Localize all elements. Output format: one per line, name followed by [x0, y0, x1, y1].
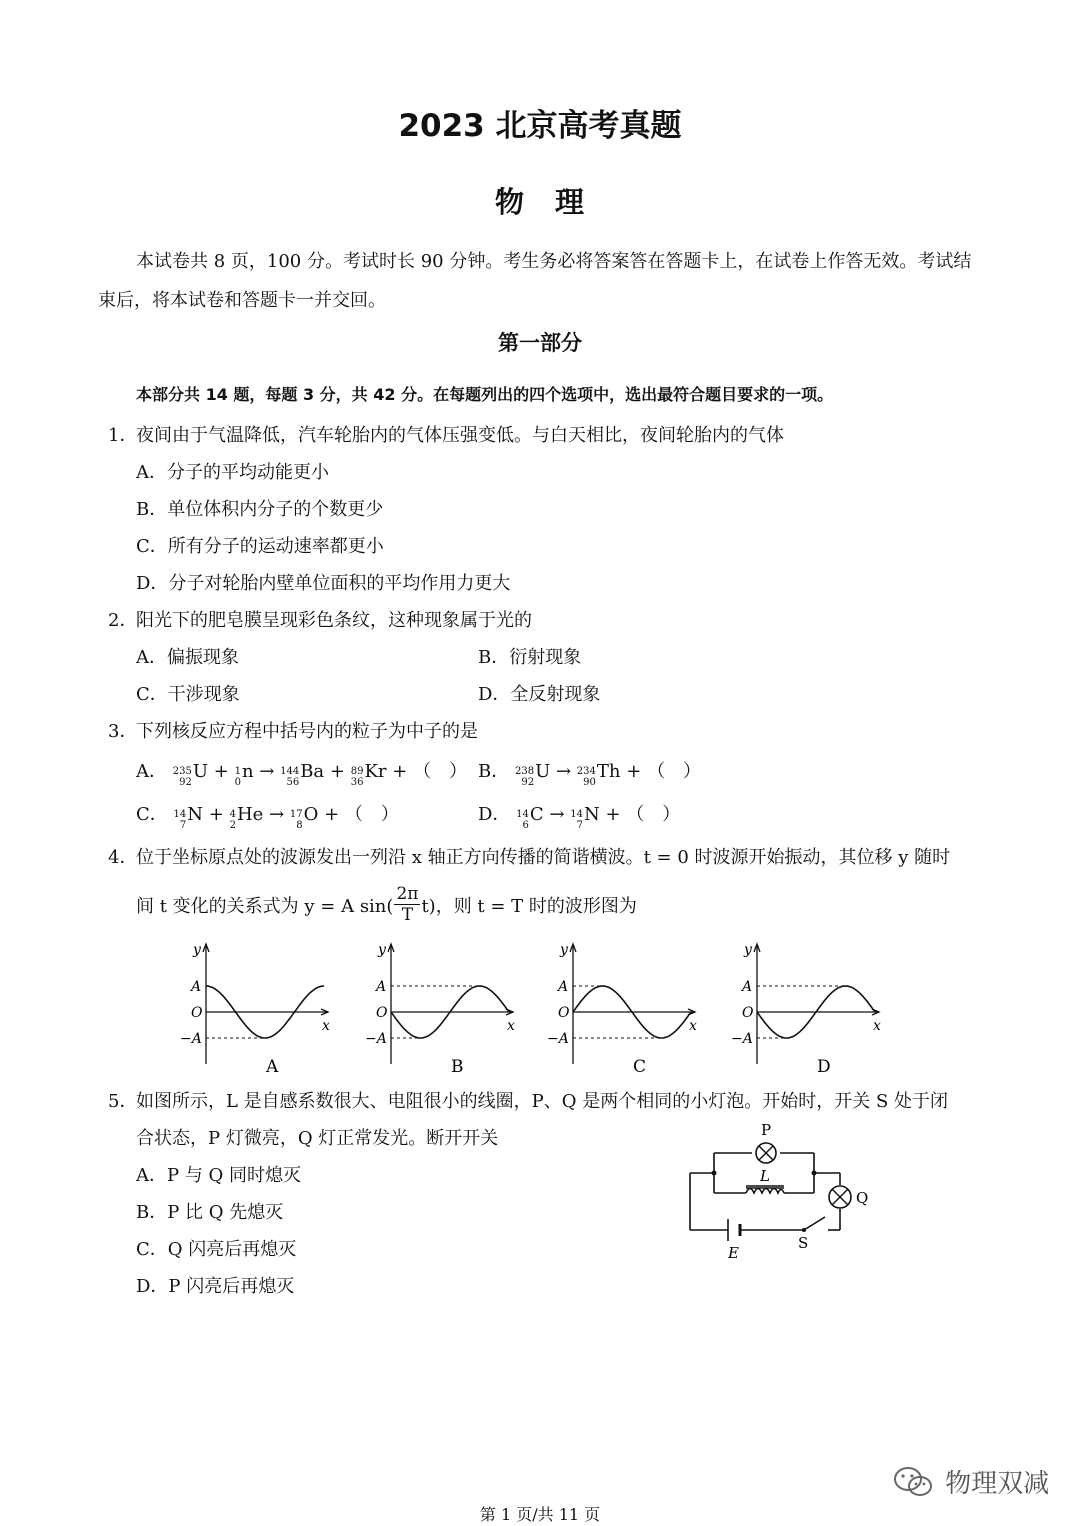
nuclide-o: 17 8 O — [289, 804, 319, 831]
option-d: D． 14 6 C → 14 7 N + （ ） — [478, 800, 680, 834]
x-axis-label: x — [507, 1018, 515, 1034]
neg-amplitude-label: −A — [547, 1031, 569, 1047]
nuclide-u238: 238 92 U — [514, 761, 551, 788]
part-instructions: 本部分共 14 题，每题 3 分，共 42 分。在每题列出的四个选项中，选出最符合题目要求的一项。 — [136, 385, 834, 404]
neg-amplitude-label: −A — [365, 1031, 387, 1047]
label-e: E — [728, 1244, 739, 1262]
nuclide-u235: 235 92 U — [172, 761, 208, 788]
nuclide-neutron: 1 0 n — [234, 761, 254, 788]
amplitude-label: A — [376, 979, 387, 995]
question-stem: 阳光下的肥皂膜呈现彩色条纹，这种现象属于光的 — [136, 610, 532, 631]
y-axis-label: y — [744, 942, 752, 958]
answer-blank: （ ） — [344, 804, 399, 825]
exam-intro: 本试卷共 8 页，100 分。考试时长 90 分钟。考生务必将答案答在答题卡上，在试卷上作答无效。考试结束后，将本试卷和答题卡一并交回。 — [98, 251, 972, 311]
question-number: 1． — [108, 425, 138, 446]
option-b: B．衍射现象 — [478, 647, 582, 668]
answer-blank: （ ） — [413, 761, 468, 782]
option-a: A．偏振现象 — [136, 647, 239, 668]
fraction-denominator: T — [401, 905, 414, 925]
watermark — [893, 1463, 1049, 1500]
question-stem-line1: 位于坐标原点处的波源发出一列沿 x 轴正方向传播的简谐横波。t = 0 时波源开始振动，其位移 y 随时 — [136, 847, 951, 868]
label-q: Q — [856, 1189, 869, 1207]
question-stem: 下列核反应方程中括号内的粒子为中子的是 — [136, 721, 478, 742]
neg-amplitude-label: −A — [180, 1031, 202, 1047]
subject-title: 物 理 — [494, 185, 585, 219]
nuclide-ba: 144 56 Ba — [280, 761, 325, 788]
waveform-graph-a — [180, 942, 330, 1077]
waveform-graph-d — [731, 942, 881, 1077]
amplitude-label: A — [558, 979, 569, 995]
question-stem-line2: 合状态，P 灯微亮，Q 灯正常发光。断开开关 — [136, 1128, 499, 1149]
y-axis-label: y — [378, 942, 386, 958]
question-stem-line2 — [136, 884, 637, 925]
origin-label: O — [376, 1005, 388, 1021]
origin-label: O — [191, 1005, 203, 1021]
waveform-graph-b — [365, 942, 515, 1077]
lamp-p-icon — [756, 1143, 776, 1163]
option-b: B． 238 92 U → 234 90 Th + （ ） — [478, 757, 701, 791]
x-axis-label: x — [689, 1018, 697, 1034]
nuclide-kr: 89 36 Kr — [350, 761, 387, 788]
fraction-numerator: 2π — [396, 884, 419, 904]
label-s: S — [798, 1234, 809, 1252]
y-axis-label: y — [560, 942, 568, 958]
label-p: P — [761, 1121, 772, 1139]
nuclide-th: 234 90 Th — [576, 761, 621, 788]
option-label: B． — [478, 761, 510, 782]
label-l: L — [760, 1167, 770, 1185]
option-b: B．P 比 Q 先熄灭 — [136, 1202, 284, 1223]
option-c: C．Q 闪亮后再熄灭 — [136, 1239, 297, 1260]
amplitude-label: A — [742, 979, 753, 995]
graph-option-label: C — [633, 1057, 647, 1077]
option-label: A． — [136, 761, 167, 782]
question-number: 3． — [108, 721, 138, 742]
origin-label: O — [558, 1005, 570, 1021]
answer-blank: （ ） — [647, 761, 702, 782]
option-a: A．分子的平均动能更小 — [136, 462, 329, 483]
question-number: 2． — [108, 610, 138, 631]
amplitude-label: A — [191, 979, 202, 995]
option-b: B．单位体积内分子的个数更少 — [136, 499, 384, 520]
option-d: D．全反射现象 — [478, 684, 601, 705]
stem-text: t)，则 t = T 时的波形图为 — [421, 895, 637, 917]
option-c: C．所有分子的运动速率都更小 — [136, 536, 384, 557]
origin-label: O — [742, 1005, 754, 1021]
page-footer: 第 1 页/共 11 页 — [479, 1505, 601, 1524]
option-d: D．P 闪亮后再熄灭 — [136, 1276, 295, 1297]
option-label: C． — [136, 804, 168, 825]
x-axis-label: x — [873, 1018, 881, 1034]
graph-option-label: B — [451, 1057, 464, 1077]
question-number: 5． — [108, 1091, 138, 1112]
graph-option-label: A — [266, 1057, 279, 1077]
nuclide-n: 14 7 N — [173, 804, 203, 831]
option-label: D． — [478, 804, 511, 825]
option-a: A．P 与 Q 同时熄灭 — [136, 1165, 302, 1186]
watermark-text: 物理双减 — [945, 1469, 1050, 1499]
waveform-graph-c — [547, 942, 697, 1077]
fraction — [394, 884, 420, 925]
question-number: 4． — [108, 847, 138, 868]
part-title: 第一部分 — [498, 331, 582, 355]
option-c: C．干涉现象 — [136, 684, 240, 705]
exam-title: 2023 北京高考真题 — [398, 108, 682, 144]
graph-option-label: D — [817, 1057, 831, 1077]
question-stem: 夜间由于气温降低，汽车轮胎内的气体压强变低。与白天相比，夜间轮胎内的气体 — [136, 425, 784, 446]
y-axis-label: y — [193, 942, 201, 958]
wechat-icon — [893, 1465, 933, 1499]
nuclide-c: 14 6 C — [516, 804, 544, 831]
option-c: C． 14 7 N + 4 2 He → 17 8 O + （ ） — [136, 800, 399, 834]
x-axis-label: x — [322, 1018, 330, 1034]
waveform-options — [170, 936, 910, 1081]
stem-text: 间 t 变化的关系式为 y = A sin( — [136, 895, 394, 917]
answer-blank: （ ） — [626, 804, 681, 825]
question-stem-line1: 如图所示，L 是自感系数很大、电阻很小的线圈，P、Q 是两个相同的小灯泡。开始时，开关 S 处于闭 — [136, 1091, 949, 1112]
circuit-diagram — [680, 1115, 880, 1265]
lamp-q-icon — [829, 1186, 851, 1208]
option-d: D．分子对轮胎内壁单位面积的平均作用力更大 — [136, 573, 511, 594]
neg-amplitude-label: −A — [731, 1031, 753, 1047]
nuclide-n: 14 7 N — [570, 804, 600, 831]
nuclide-he: 4 2 He — [229, 804, 264, 831]
option-a: A． 235 92 U + 1 0 n → 144 56 Ba + 89 36 Kr + （ ） — [136, 757, 467, 791]
